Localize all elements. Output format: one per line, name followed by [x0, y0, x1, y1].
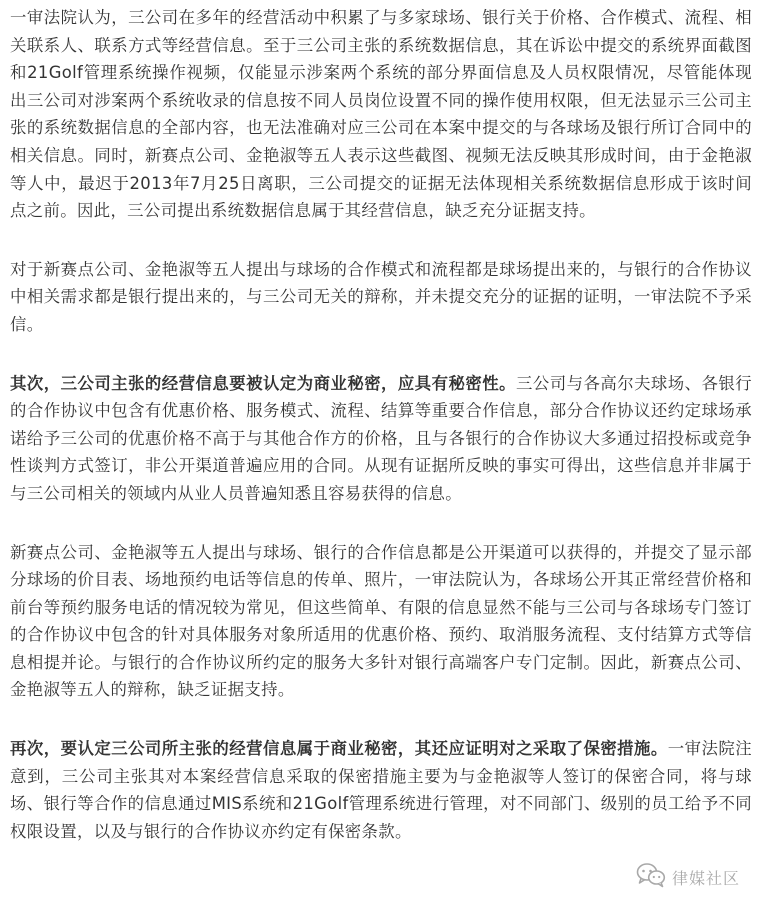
paragraph-5 — [10, 735, 752, 845]
paragraph-1 — [10, 4, 752, 225]
paragraph-2-text: 对于新赛点公司、金艳淑等五人提出与球场的合作模式和流程都是球场提出来的，与银行的合作协议中相关需求都是银行提出来的，与三公司无关的辩称，并未提交充分的证据的证明，一审法院不予采信。 — [10, 259, 752, 334]
article-body — [10, 4, 752, 876]
paragraph-4-text: 新赛点公司、金艳淑等五人提出与球场、银行的合作信息都是公开渠道可以获得的，并提交了显示部分球场的价目表、场地预约电话等信息的传单、照片，一审法院认为，各球场公开其正常经营价格和前台等预约服务电话的情况较为常见，但这些简单、有限的信息显然不能与三公司与各球场专门签订的合作协议中包含的针对具体服务对象所适用的优惠价格、预约、取消服务流程、支付结算方式等信息相提并论。与银行的合作协议所约定的服务大多针对银行高端客户专门定制。因此，新赛点公司、金艳淑等五人的辩称，缺乏证据支持。 — [10, 542, 752, 700]
paragraph-5-text: 一审法院注意到，三公司主张其对本案经营信息采取的保密措施主要为与金艳淑等人签订的保密合同，将与球场、银行等合作的信息通过MIS系统和21Golf管理系统进行管理，对不同部门、级别的员工给予不同权限设置，以及与银行的合作协议亦约定有保密条款。 — [10, 739, 753, 841]
paragraph-3-text: 三公司与各高尔夫球场、各银行的合作协议中包含有优惠价格、服务模式、流程、结算等重要合作信息，部分合作协议还约定球场承诺给予三公司的优惠价格不高于与其他合作方的价格，且与各银行的合作协议大多通过招投标或竞争性谈判方式签订，非公开渠道普遍应用的合同。从现有证据所反映的事实可得出，这些信息并非属于与三公司相关的领域内从业人员普遍知悉且容易获得的信息。 — [10, 373, 753, 503]
paragraph-3 — [10, 370, 752, 508]
paragraph-4 — [10, 539, 752, 705]
paragraph-1-text: 一审法院认为，三公司在多年的经营活动中积累了与多家球场、银行关于价格、合作模式、流程、相关联系人、联系方式等经营信息。至于三公司主张的系统数据信息，其在诉讼中提交的系统界面截图和21Golf管理系统操作视频，仅能显示涉案两个系统的部分界面信息及人员权限情况，尽管能体现出三公司对涉案两个系统收录的信息按不同人员岗位设置不同的操作使用权限，但无法显示三公司主张的系统数据信息的全部内容，也无法准确对应三公司在本案中提交的与各球场及银行所订合同中的相关信息。同时，新赛点公司、金艳淑等五人表示这些截图、视频无法反映其形成时间，由于金艳淑等人中，最迟于2013年7月25日离职，三公司提交的证据无法体现相关系统数据信息形成于该时间点之前。因此，三公司提出系统数据信息属于其经营信息，缺乏充分证据支持。 — [10, 8, 752, 221]
paragraph-5-lead: 再次，要认定三公司所主张的经营信息属于商业秘密，其还应证明对之采取了保密措施。 — [10, 739, 668, 759]
paragraph-3-lead: 其次，三公司主张的经营信息要被认定为商业秘密，应具有秘密性。 — [10, 373, 516, 393]
watermark-text: 律媒社区 — [671, 868, 740, 888]
paragraph-2 — [10, 256, 752, 339]
watermark — [636, 862, 740, 892]
wechat-icon — [636, 862, 666, 892]
